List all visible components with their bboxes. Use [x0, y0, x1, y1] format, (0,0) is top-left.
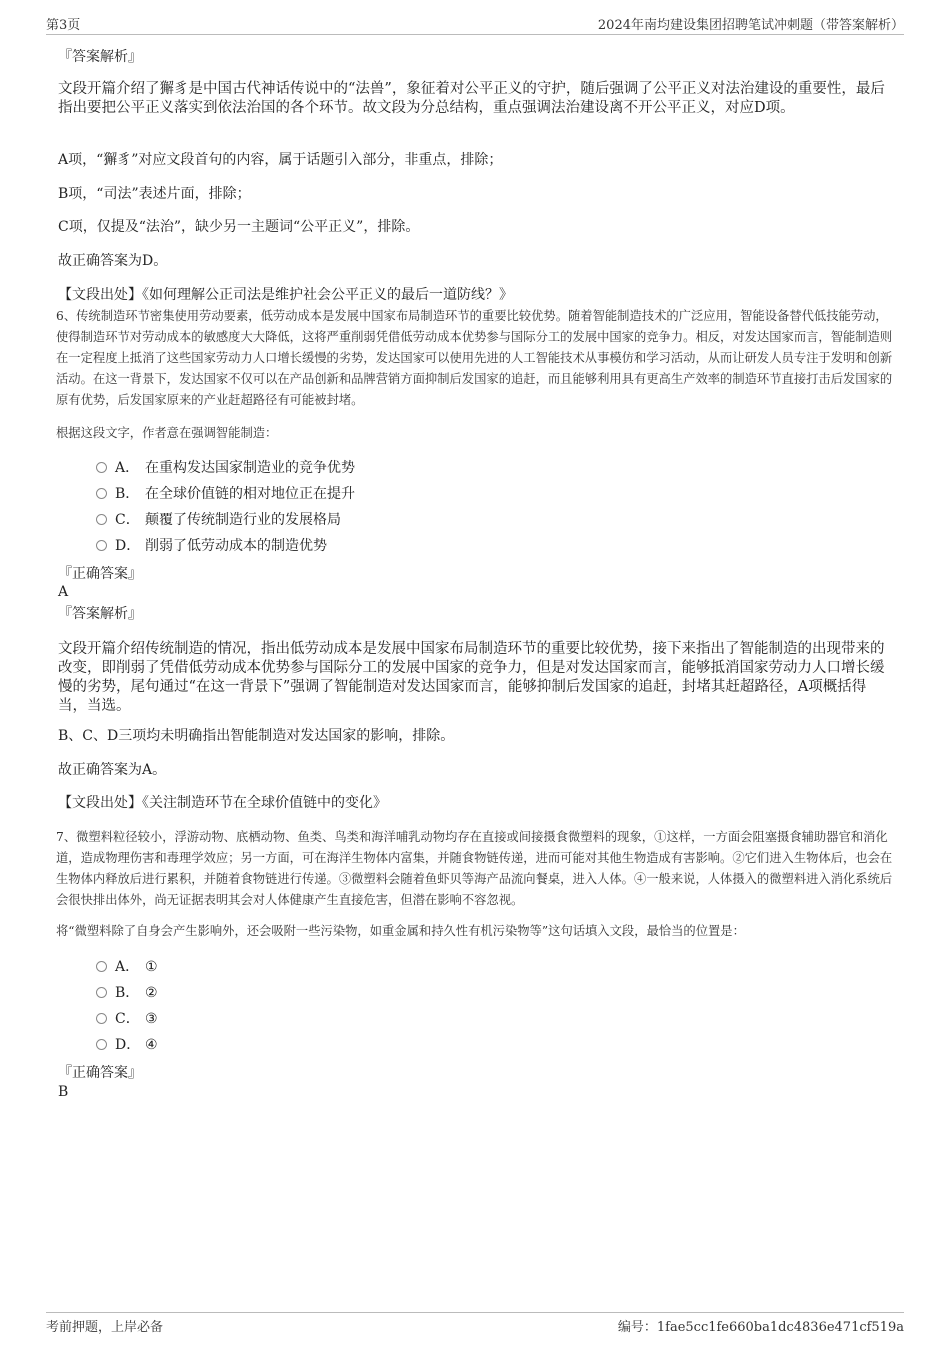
radio-icon[interactable] [96, 488, 107, 499]
document-title: 2024年南均建设集团招聘笔试冲刺题（带答案解析） [597, 18, 904, 33]
source-citation: 【文段出处】《如何理解公正司法是维护社会公平正义的最后一道防线？》 [58, 287, 513, 303]
analysis-text: 文段开篇介绍了獬豸是中国古代神话传说中的“法兽”，象征着对公平正义的守护，随后强调了公平正义对法治建设的重要性，最后指出要把公平正义落实到依法治国的各个环节。故文段为分总结构，重点强调法治建设离不开公平正义，对应D项。 [58, 81, 885, 116]
question-7-text: 7、微塑料粒径较小，浮游动物、底栖动物、鱼类、鸟类和海洋哺乳动物均存在直接或间接摄食微塑料的现象，①这样，一方面会阻塞摄食辅助器官和消化道，造成物理伤害和毒理学效应；另一方面，可在海洋生物体内富集，并随食物链传递，进而可能对其他生物造成有害影响。②它们进入生物体后，也会在生物体内释放后进行累积，并随着食物链进行传递。③微塑料会随着鱼虾贝等海产品流向餐桌，进入人体。④一般来说，人体摄入的微塑料进入消化系统后会很快排出体外，尚无证据表明其会对人体健康产生直接危害，但潜在影响不容忽视。 [56, 830, 893, 907]
analysis-label: 『答案解析』 [58, 49, 142, 65]
question-7-option-a[interactable]: A． ① [96, 957, 158, 977]
page-header [46, 14, 904, 35]
question-6-prompt: 根据这段文字，作者意在强调智能制造： [56, 426, 278, 440]
correct-answer-value: B [58, 1084, 69, 1100]
question-7-option-c[interactable]: C． ③ [96, 1009, 158, 1029]
question-7-option-d[interactable]: D． ④ [96, 1035, 158, 1055]
correct-answer-label: 『正确答案』 [58, 1065, 142, 1081]
radio-icon[interactable] [96, 540, 107, 551]
question-6-option-c[interactable]: C． 颠覆了传统制造行业的发展格局 [96, 510, 341, 530]
source-citation: 【文段出处】《关注制造环节在全球价值链中的变化》 [58, 795, 387, 811]
radio-icon[interactable] [96, 514, 107, 525]
question-7-prompt: 将“微塑料除了自身会产生影响外，还会吸附一些污染物，如重金属和持久性有机污染物等”这句话填入文段，最恰当的位置是： [56, 924, 745, 938]
analysis-conclusion: 故正确答案为D。 [58, 253, 168, 269]
radio-icon[interactable] [96, 1013, 107, 1024]
footer-slogan: 考前押题，上岸必备 [46, 1320, 164, 1335]
analysis-label: 『答案解析』 [58, 606, 142, 622]
radio-icon[interactable] [96, 462, 107, 473]
question-6-option-b[interactable]: B． 在全球价值链的相对地位正在提升 [96, 484, 355, 504]
document-code: 编号：1fae5cc1fe660ba1dc4836e471cf519a [617, 1320, 904, 1335]
correct-answer-value: A [58, 584, 69, 600]
analysis-conclusion: 故正确答案为A。 [58, 762, 167, 778]
question-6-option-d[interactable]: D． 削弱了低劳动成本的制造优势 [96, 536, 327, 556]
correct-answer-label: 『正确答案』 [58, 566, 142, 582]
page-footer [46, 1312, 904, 1335]
radio-icon[interactable] [96, 1039, 107, 1050]
radio-icon[interactable] [96, 961, 107, 972]
page-number: 第3页 [46, 18, 81, 33]
analysis-option-b: B项，“司法”表述片面，排除； [58, 186, 251, 202]
radio-icon[interactable] [96, 987, 107, 998]
question-6-text: 6、传统制造环节密集使用劳动要素，低劳动成本是发展中国家布局制造环节的重要比较优势。随着智能制造技术的广泛应用，智能设备替代低技能劳动，使得制造环节对劳动成本的敏感度大大降低，这将严重削弱凭借低劳动成本优势参与国际分工的发展中国家的竞争力。相反，对发达国家而言，智能制造则在一定程度上抵消了这些国家劳动力人口增长缓慢的劣势，发达国家可以使用先进的人工智能技术从事模仿和学习活动，从而让研发人员专注于发明和创新活动。在这一背景下，发达国家不仅可以在产品创新和品牌营销方面抑制后发国家的追赶，而且能够利用具有更高生产效率的制造环节直接打击后发国家的原有优势，后发国家原来的产业赶超路径有可能被封堵。 [56, 309, 893, 407]
analysis-option-a: A项，“獬豸”对应文段首句的内容，属于话题引入部分，非重点，排除； [58, 152, 503, 168]
analysis-bcd: B、C、D三项均未明确指出智能制造对发达国家的影响，排除。 [58, 728, 455, 744]
analysis-option-c: C项，仅提及“法治”，缺少另一主题词“公平正义”，排除。 [58, 219, 420, 235]
question-7-option-b[interactable]: B． ② [96, 983, 158, 1003]
question-6-option-a[interactable]: A． 在重构发达国家制造业的竞争优势 [96, 458, 355, 478]
analysis-text: 文段开篇介绍传统制造的情况，指出低劳动成本是发展中国家布局制造环节的重要比较优势，接下来指出了智能制造的出现带来的改变，即削弱了凭借低劳动成本优势参与国际分工的发展中国家的竞争力，但是对发达国家而言，能够抵消国家劳动力人口增长缓慢的劣势，尾句通过“在这一背景下”强调了智能制造对发达国家而言，能够抑制后发国家的追赶，封堵其赶超路径，A项概括得当，当选。 [58, 641, 885, 714]
